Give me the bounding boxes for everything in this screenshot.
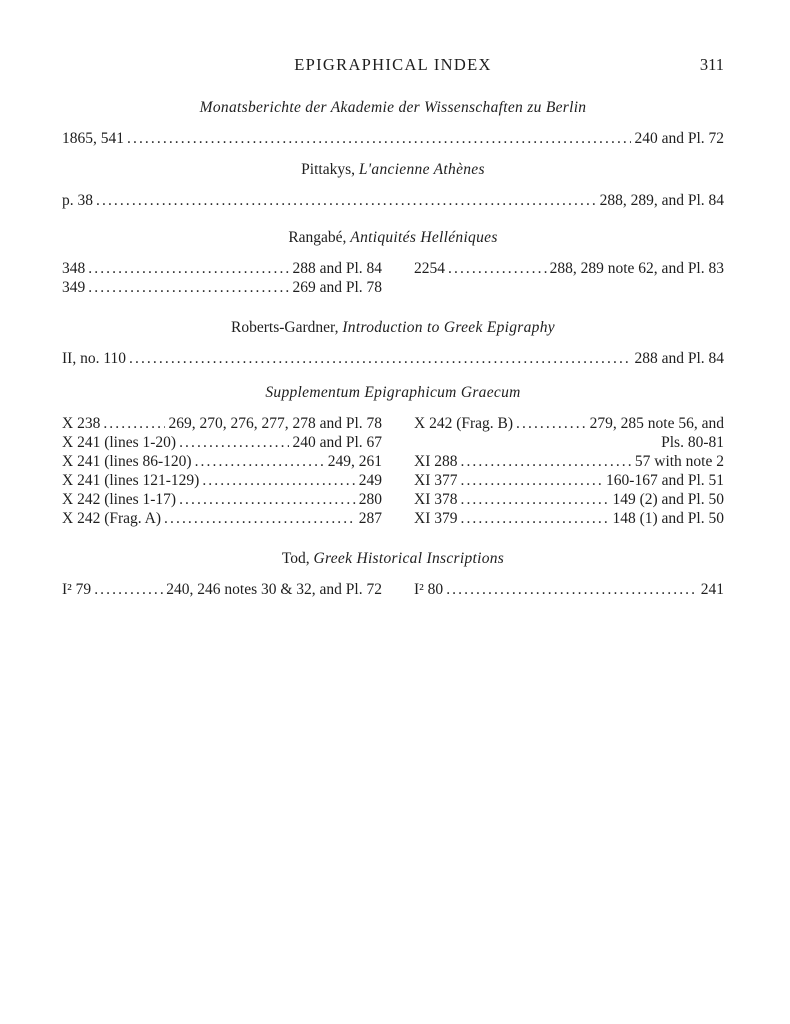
entry-reference: X 238: [62, 415, 101, 432]
entry-pages: 288 and Pl. 84: [292, 260, 382, 277]
dot-leader: [202, 471, 355, 490]
entry-pages: 240, 246 notes 30 & 32, and Pl. 72: [166, 581, 382, 598]
index-entry: [62, 433, 382, 452]
index-entry: [414, 414, 724, 433]
entry-reference: 349: [62, 279, 86, 296]
entry-pages: 288 and Pl. 84: [634, 350, 724, 367]
entry-reference: XI 288: [414, 453, 458, 470]
section-work-title: Monatsberichte der Akademie der Wissenschaften zu Berlin: [199, 99, 587, 116]
entry-pages: 148 (1) and Pl. 50: [612, 510, 724, 527]
left-column: [62, 414, 382, 528]
index-entry: [414, 433, 724, 452]
entry-pages: 269, 270, 276, 277, 278 and Pl. 78: [168, 415, 382, 432]
dot-leader: [460, 471, 603, 490]
index-entry: [414, 259, 724, 278]
section-author: Tod,: [281, 550, 314, 567]
entry-pages: 240 and Pl. 72: [634, 130, 724, 147]
entry-reference: X 242 (Frag. A): [62, 510, 162, 527]
left-column: [62, 580, 382, 599]
entry-pages: 287: [358, 510, 382, 527]
entry-pages: 288, 289 note 62, and Pl. 83: [549, 260, 724, 277]
index-section: [62, 382, 724, 528]
index-entry: [414, 471, 724, 490]
dot-leader: [460, 490, 609, 509]
index-entry: [62, 278, 382, 297]
dot-leader: [179, 433, 289, 452]
dot-leader: [179, 490, 356, 509]
dot-leader: [448, 259, 547, 278]
left-column: [62, 259, 382, 297]
index-entry: [62, 580, 382, 599]
section-work-title: Supplementum Epigraphicum Graecum: [265, 384, 521, 401]
index-section: [62, 159, 724, 210]
entry-pages: 160-167 and Pl. 51: [606, 472, 724, 489]
index-entry: [414, 509, 724, 528]
two-column-entries: [62, 259, 724, 297]
right-column: [414, 580, 724, 599]
running-title: EPIGRAPHICAL INDEX: [294, 55, 492, 74]
index-entry: [414, 580, 724, 599]
entry-reference: I² 79: [62, 581, 92, 598]
two-column-entries: [62, 414, 724, 528]
section-work-title: Greek Historical Inscriptions: [313, 550, 505, 567]
right-column: [414, 259, 724, 297]
entry-reference: X 241 (lines 121-129): [62, 472, 200, 489]
index-entry: [62, 490, 382, 509]
index-entry: [62, 191, 724, 210]
entry-reference: 348: [62, 260, 86, 277]
entry-reference: X 241 (lines 86-120): [62, 453, 192, 470]
section-title: [62, 227, 724, 249]
entry-pages: Pls. 80-81: [661, 434, 724, 451]
two-column-entries: [62, 580, 724, 599]
entry-reference: X 242 (Frag. B): [414, 415, 514, 432]
index-section: [62, 548, 724, 599]
entry-reference: 1865, 541: [62, 130, 124, 147]
right-column: [414, 414, 724, 528]
entry-reference: XI 377: [414, 472, 458, 489]
dot-leader: [103, 414, 165, 433]
entry-pages: 269 and Pl. 78: [292, 279, 382, 296]
entry-reference: I² 80: [414, 581, 444, 598]
section-author: Pittakys,: [301, 161, 359, 178]
index-entry: [62, 129, 724, 148]
entry-reference: II, no. 110: [62, 350, 126, 367]
entry-reference: XI 378: [414, 491, 458, 508]
entry-reference: p. 38: [62, 192, 93, 209]
dot-leader: [127, 129, 631, 148]
entry-reference: XI 379: [414, 510, 458, 527]
section-author: Rangabé,: [288, 229, 351, 246]
section-title: [62, 97, 724, 119]
entry-pages: 240 and Pl. 67: [292, 434, 382, 451]
dot-leader: [129, 349, 631, 368]
running-head: [62, 55, 724, 77]
dot-leader: [460, 509, 609, 528]
entry-reference: X 241 (lines 1-20): [62, 434, 177, 451]
section-work-title: L'ancienne Athènes: [358, 161, 485, 178]
entry-pages: 149 (2) and Pl. 50: [612, 491, 724, 508]
entry-pages: 288, 289, and Pl. 84: [599, 192, 724, 209]
index-entry: [414, 452, 724, 471]
index-entry: [62, 452, 382, 471]
entry-pages: 57 with note 2: [634, 453, 724, 470]
dot-leader: [195, 452, 325, 471]
index-section: [62, 97, 724, 148]
index-entry: [62, 349, 724, 368]
dot-leader: [88, 278, 289, 297]
section-work-title: Introduction to Greek Epigraphy: [342, 319, 555, 336]
index-entry: [62, 414, 382, 433]
dot-leader: [460, 452, 631, 471]
entry-pages: 280: [358, 491, 382, 508]
entry-reference: X 242 (lines 1-17): [62, 491, 177, 508]
dot-leader: [164, 509, 356, 528]
section-title: [62, 317, 724, 339]
section-title: [62, 159, 724, 181]
dot-leader: [446, 580, 698, 599]
entry-pages: 249, 261: [327, 453, 382, 470]
dot-leader: [88, 259, 289, 278]
entry-pages: 249: [358, 472, 382, 489]
dot-leader: [516, 414, 587, 433]
section-title: [62, 548, 724, 570]
section-title: [62, 382, 724, 404]
dot-leader: [96, 191, 597, 210]
index-section: [62, 317, 724, 368]
dot-leader: [94, 580, 163, 599]
index-entry: [414, 490, 724, 509]
index-entry: [62, 259, 382, 278]
index-section: [62, 227, 724, 297]
entry-reference: 2254: [414, 260, 445, 277]
entry-pages: 241: [700, 581, 724, 598]
section-work-title: Antiquités Helléniques: [350, 229, 498, 246]
entry-pages: 279, 285 note 56, and: [589, 415, 724, 432]
page-number: 311: [699, 55, 724, 74]
index-entry: [62, 509, 382, 528]
index-entry: [62, 471, 382, 490]
section-author: Roberts-Gardner,: [231, 319, 343, 336]
